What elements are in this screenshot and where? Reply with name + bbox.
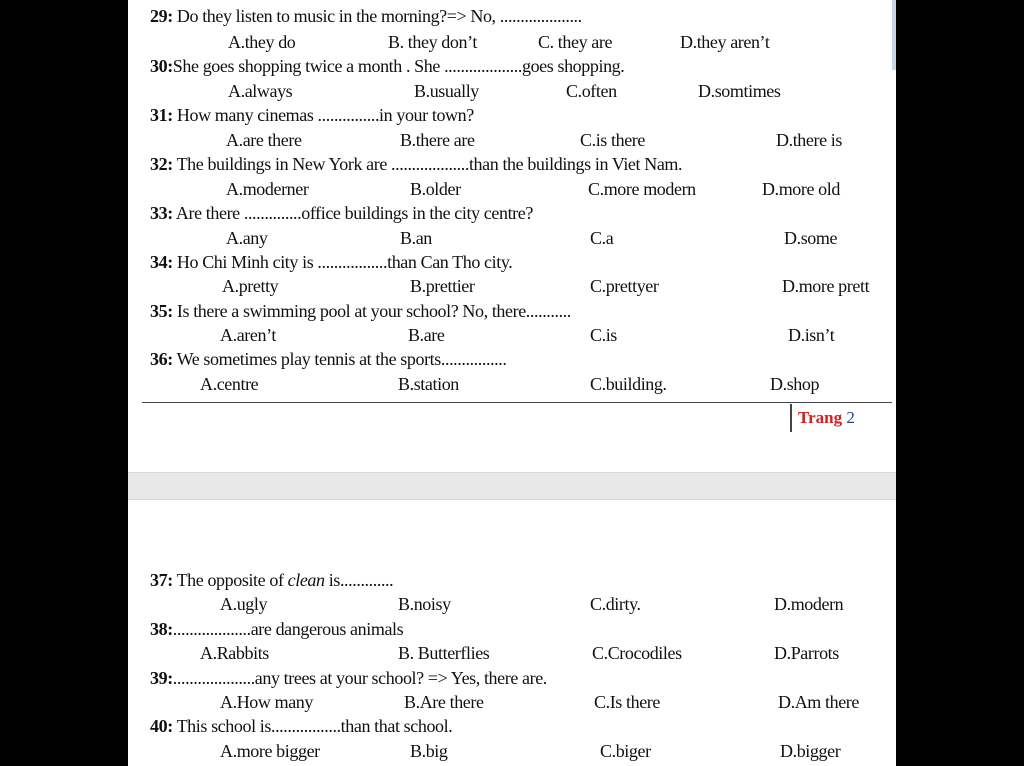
option-b: B. they don’t <box>388 32 477 52</box>
page-3 <box>128 500 896 766</box>
question-35 <box>150 299 571 323</box>
question-text: is............. <box>324 570 394 590</box>
question-number: 35: <box>150 301 173 321</box>
option-b: B.usually <box>414 81 479 101</box>
page-separator <box>128 472 896 500</box>
option-d: D.modern <box>774 594 844 614</box>
option-d: D.they aren’t <box>680 32 770 52</box>
question-number: 39: <box>150 668 173 688</box>
option-d: D.some <box>784 228 838 248</box>
question-text: She goes shopping twice a month . She ...................goes shopping. <box>172 56 625 76</box>
scrollbar-indicator[interactable] <box>892 0 896 70</box>
option-c: C. they are <box>538 32 613 52</box>
option-b: B.Are there <box>404 692 484 712</box>
question-number: 36: <box>150 349 173 369</box>
option-a: A.more bigger <box>220 741 320 761</box>
option-a: A.any <box>226 228 268 248</box>
option-c: C.often <box>566 81 617 101</box>
option-d: D.shop <box>770 374 820 394</box>
option-a: A.they do <box>228 32 296 52</box>
page-number: 2 <box>846 408 855 427</box>
option-b: B.station <box>398 374 459 394</box>
option-b: B.an <box>400 228 432 248</box>
question-30 <box>150 54 624 78</box>
question-keyword: clean <box>287 570 325 590</box>
question-29 <box>150 4 582 28</box>
option-c: C.prettyer <box>590 276 659 296</box>
question-34 <box>150 250 512 274</box>
question-number: 37: <box>150 570 173 590</box>
option-a: A.always <box>228 81 293 101</box>
option-b: B.older <box>410 179 461 199</box>
option-a: A.ugly <box>220 594 268 614</box>
option-b: B.big <box>410 741 448 761</box>
option-b: B.are <box>408 325 445 345</box>
option-c: C.Is there <box>594 692 660 712</box>
question-number: 34: <box>150 252 173 272</box>
question-number: 29: <box>150 6 173 26</box>
question-text: Do they listen to music in the morning?=> No, .................... <box>172 6 582 26</box>
option-a: A.moderner <box>226 179 309 199</box>
question-40 <box>150 714 452 738</box>
option-b: B. Butterflies <box>398 643 490 663</box>
question-text: ....................any trees at your school? => Yes, there are. <box>172 668 547 688</box>
option-d: D.isn’t <box>788 325 835 345</box>
question-32 <box>150 152 682 176</box>
option-b: B.noisy <box>398 594 451 614</box>
option-c: C.dirty. <box>590 594 641 614</box>
option-d: D.more old <box>762 179 840 199</box>
option-c: C.is <box>590 325 617 345</box>
option-b: B.there are <box>400 130 475 150</box>
option-d: D.Am there <box>778 692 859 712</box>
footer-divider <box>142 402 892 403</box>
question-text: The opposite of <box>172 570 288 590</box>
question-text: Ho Chi Minh city is .................than Can Tho city. <box>172 252 513 272</box>
option-d: D.there is <box>776 130 842 150</box>
option-a: A.How many <box>220 692 313 712</box>
option-d: D.bigger <box>780 741 841 761</box>
option-c: C.building. <box>590 374 667 394</box>
option-b: B.prettier <box>410 276 475 296</box>
option-d: D.Parrots <box>774 643 839 663</box>
question-text: This school is.................than that school. <box>172 716 453 736</box>
page-2 <box>128 0 896 472</box>
option-a: A.centre <box>200 374 259 394</box>
question-number: 40: <box>150 716 173 736</box>
question-number: 38: <box>150 619 173 639</box>
question-36 <box>150 347 506 371</box>
question-number: 33: <box>150 203 173 223</box>
option-d: D.somtimes <box>698 81 781 101</box>
question-number: 30: <box>150 56 173 76</box>
question-text: How many cinemas ...............in your town? <box>172 105 474 125</box>
option-c: C.biger <box>600 741 651 761</box>
question-37 <box>150 568 393 592</box>
option-d: D.more prett <box>782 276 870 296</box>
question-text: ...................are dangerous animals <box>172 619 404 639</box>
question-number: 32: <box>150 154 173 174</box>
option-a: A.are there <box>226 130 302 150</box>
question-33 <box>150 201 533 225</box>
page-number-label <box>790 404 855 432</box>
option-a: A.aren’t <box>220 325 276 345</box>
question-text: Is there a swimming pool at your school? No, there........... <box>172 301 571 321</box>
question-text: Are there ..............office buildings in the city centre? <box>172 203 533 223</box>
option-c: C.Crocodiles <box>592 643 682 663</box>
question-text: We sometimes play tennis at the sports................ <box>172 349 507 369</box>
option-c: C.more modern <box>588 179 696 199</box>
question-number: 31: <box>150 105 173 125</box>
question-38 <box>150 617 403 641</box>
option-c: C.a <box>590 228 614 248</box>
page-word: Trang <box>798 408 843 427</box>
question-31 <box>150 103 474 127</box>
option-c: C.is there <box>580 130 645 150</box>
question-text: The buildings in New York are ...................than the buildings in Viet Nam. <box>172 154 683 174</box>
option-a: A.Rabbits <box>200 643 269 663</box>
option-a: A.pretty <box>222 276 279 296</box>
document-viewer[interactable] <box>128 0 896 766</box>
question-39 <box>150 666 547 690</box>
